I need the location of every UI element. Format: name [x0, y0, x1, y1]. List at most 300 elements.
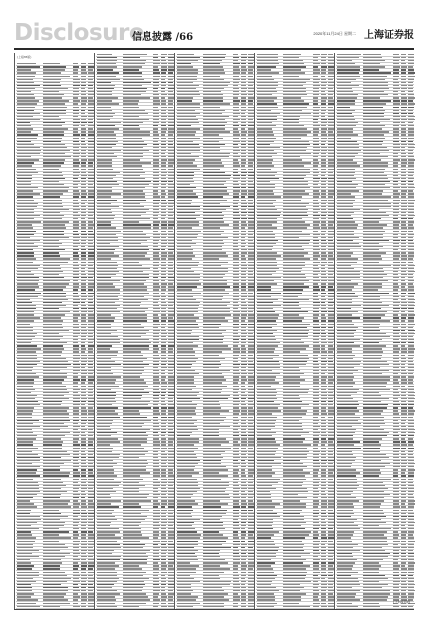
- table-cell: [161, 345, 166, 346]
- table-cell: [393, 361, 399, 362]
- table-cell: [408, 234, 414, 235]
- table-cell: [248, 407, 253, 408]
- table-cell: [283, 302, 299, 303]
- table-cell: [97, 572, 117, 573]
- table-cell: [257, 218, 277, 219]
- table-cell: [257, 417, 277, 418]
- table-cell: [283, 330, 309, 331]
- table-cell: [408, 218, 413, 219]
- table-cell: [17, 138, 37, 139]
- table-cell: [81, 336, 86, 337]
- table-cell: [97, 510, 114, 511]
- table-cell: [153, 193, 158, 194]
- table-cell: [408, 280, 414, 281]
- table-cell: [393, 265, 400, 266]
- table-cell: [177, 355, 195, 356]
- table-cell: [97, 262, 117, 263]
- table-cell: [233, 373, 240, 374]
- table-cell: [123, 336, 141, 337]
- table-cell: [161, 522, 167, 523]
- table-cell: [123, 212, 146, 213]
- table-cell: [203, 581, 231, 582]
- table-cell: [328, 448, 334, 449]
- table-cell: [257, 355, 279, 356]
- table-cell: [97, 345, 112, 346]
- table-cell: [257, 144, 270, 145]
- table-cell: [313, 280, 320, 281]
- table-cell: [401, 271, 406, 272]
- table-cell: [233, 138, 239, 139]
- table-cell: [203, 246, 222, 247]
- table-cell: [233, 252, 239, 253]
- table-cell: [123, 243, 141, 244]
- table-cell: [257, 156, 272, 157]
- table-cell: [248, 165, 253, 166]
- table-cell: [81, 432, 85, 433]
- table-cell: [17, 345, 37, 346]
- table-cell: [283, 296, 298, 297]
- table-cell: [177, 516, 192, 517]
- table-cell: [233, 103, 239, 104]
- table-cell: [161, 379, 165, 380]
- table-cell: [248, 215, 254, 216]
- table-cell: [153, 596, 158, 597]
- table-cell: [17, 572, 39, 573]
- table-cell: [97, 308, 117, 309]
- table-cell: [17, 314, 34, 315]
- table-cell: [73, 76, 78, 77]
- table-cell: [203, 330, 226, 331]
- table-cell: [321, 268, 325, 269]
- table-column: [94, 53, 175, 609]
- table-cell: [241, 274, 246, 275]
- table-cell: [321, 234, 325, 235]
- table-cell: [408, 283, 413, 284]
- table-cell: [328, 398, 333, 399]
- table-cell: [43, 482, 63, 483]
- table-cell: [73, 72, 78, 73]
- table-cell: [177, 60, 198, 61]
- table-cell: [408, 413, 414, 414]
- table-cell: [313, 141, 319, 142]
- table-cell: [321, 237, 326, 238]
- table-cell: [123, 258, 150, 259]
- table-cell: [17, 463, 32, 464]
- table-cell: [363, 317, 381, 318]
- table-cell: [401, 54, 406, 55]
- table-cell: [257, 556, 276, 557]
- table-cell: [17, 131, 31, 132]
- table-cell: [17, 491, 40, 492]
- table-cell: [73, 444, 80, 445]
- table-cell: [73, 271, 79, 272]
- table-cell: [283, 370, 300, 371]
- table-cell: [43, 280, 70, 281]
- table-cell: [81, 240, 86, 241]
- table-cell: [203, 63, 220, 64]
- table-cell: [203, 94, 223, 95]
- table-cell: [283, 606, 310, 607]
- table-cell: [177, 76, 197, 77]
- table-cell: [97, 54, 112, 55]
- table-cell: [161, 85, 166, 86]
- table-cell: [363, 382, 387, 383]
- table-cell: [393, 169, 398, 170]
- table-cell: [88, 311, 93, 312]
- table-cell: [153, 342, 159, 343]
- table-cell: [283, 147, 307, 148]
- table-cell: [313, 218, 319, 219]
- table-cell: [161, 153, 165, 154]
- table-cell: [73, 305, 78, 306]
- table-cell: [233, 441, 238, 442]
- table-cell: [97, 231, 121, 232]
- table-cell: [43, 497, 60, 498]
- table-cell: [257, 265, 277, 266]
- table-cell: [321, 593, 326, 594]
- table-cell: [161, 376, 166, 377]
- table-cell: [177, 320, 196, 321]
- table-cell: [241, 547, 245, 548]
- table-cell: [313, 181, 319, 182]
- table-cell: [161, 525, 166, 526]
- table-cell: [43, 172, 62, 173]
- table-cell: [161, 556, 166, 557]
- table-cell: [248, 153, 254, 154]
- table-cell: [393, 367, 399, 368]
- table-cell: [43, 265, 60, 266]
- table-cell: [313, 76, 318, 77]
- table-cell: [313, 249, 320, 250]
- table-cell: [313, 134, 318, 135]
- table-cell: [88, 590, 93, 591]
- table-cell: [313, 122, 318, 123]
- table-cell: [233, 562, 240, 563]
- table-cell: [321, 63, 326, 64]
- table-cell: [43, 336, 63, 337]
- table-cell: [161, 565, 167, 566]
- table-cell: [241, 497, 246, 498]
- table-cell: [73, 404, 80, 405]
- table-cell: [283, 221, 305, 222]
- table-cell: [321, 345, 325, 346]
- table-cell: [81, 599, 87, 600]
- table-cell: [81, 559, 86, 560]
- table-cell: [97, 531, 120, 532]
- table-cell: [203, 231, 224, 232]
- table-cell: [161, 107, 167, 108]
- table-cell: [17, 395, 37, 396]
- table-cell: [161, 435, 165, 436]
- table-cell: [177, 203, 191, 204]
- table-cell: [203, 370, 230, 371]
- table-cell: [241, 581, 246, 582]
- table-cell: [161, 457, 167, 458]
- table-cell: [161, 283, 167, 284]
- table-cell: [153, 500, 158, 501]
- table-cell: [233, 110, 239, 111]
- table-cell: [337, 237, 359, 238]
- table-cell: [203, 110, 225, 111]
- table-cell: [73, 513, 80, 514]
- table-cell: [123, 144, 147, 145]
- table-cell: [153, 407, 159, 408]
- table-cell: [153, 218, 158, 219]
- table-cell: [153, 57, 158, 58]
- table-cell: [168, 187, 174, 188]
- table-cell: [401, 342, 406, 343]
- table-cell: [161, 534, 166, 535]
- table-cell: [233, 351, 240, 352]
- table-cell: [168, 131, 174, 132]
- table-cell: [313, 336, 319, 337]
- table-cell: [161, 469, 166, 470]
- table-cell: [168, 262, 173, 263]
- table-cell: [313, 547, 319, 548]
- table-cell: [393, 392, 399, 393]
- table-cell: [123, 491, 139, 492]
- table-cell: [17, 283, 38, 284]
- table-cell: [17, 308, 36, 309]
- table-cell: [81, 513, 87, 514]
- table-cell: [321, 413, 327, 414]
- table-cell: [283, 116, 300, 117]
- table-cell: [81, 265, 86, 266]
- table-cell: [203, 479, 221, 480]
- table-cell: [73, 395, 80, 396]
- table-cell: [408, 386, 414, 387]
- table-cell: [43, 119, 61, 120]
- table-cell: [337, 178, 356, 179]
- table-cell: [203, 215, 224, 216]
- table-cell: [393, 227, 399, 228]
- table-cell: [393, 327, 398, 328]
- table-cell: [97, 82, 111, 83]
- table-cell: [168, 227, 173, 228]
- table-cell: [123, 289, 147, 290]
- table-cell: [123, 224, 151, 225]
- table-cell: [283, 466, 307, 467]
- table-cell: [401, 289, 407, 290]
- table-cell: [203, 590, 224, 591]
- table-cell: [363, 305, 389, 306]
- table-cell: [123, 138, 142, 139]
- table-cell: [73, 491, 78, 492]
- table-cell: [97, 66, 117, 67]
- table-cell: [393, 324, 400, 325]
- table-cell: [43, 537, 71, 538]
- table-cell: [321, 475, 326, 476]
- table-cell: [408, 221, 414, 222]
- table-cell: [363, 88, 389, 89]
- table-cell: [328, 429, 334, 430]
- table-cell: [321, 513, 326, 514]
- table-cell: [97, 302, 115, 303]
- table-cell: [408, 63, 414, 64]
- table-cell: [43, 469, 60, 470]
- table-cell: [123, 510, 149, 511]
- table-cell: [43, 69, 65, 70]
- table-cell: [97, 479, 114, 480]
- table-cell: [73, 420, 79, 421]
- table-cell: [321, 327, 326, 328]
- table-cell: [328, 432, 334, 433]
- table-cell: [17, 255, 34, 256]
- table-cell: [363, 413, 381, 414]
- table-cell: [17, 528, 39, 529]
- table-cell: [168, 144, 173, 145]
- table-cell: [43, 150, 70, 151]
- table-cell: [241, 178, 246, 179]
- table-cell: [248, 575, 254, 576]
- table-cell: [321, 94, 326, 95]
- table-cell: [177, 584, 191, 585]
- table-cell: [97, 392, 116, 393]
- table-cell: [321, 178, 327, 179]
- table-cell: [363, 410, 383, 411]
- table-cell: [321, 215, 326, 216]
- table-cell: [168, 398, 173, 399]
- table-cell: [177, 454, 196, 455]
- table-cell: [123, 277, 149, 278]
- table-cell: [363, 110, 385, 111]
- table-cell: [241, 76, 246, 77]
- table-cell: [177, 541, 198, 542]
- table-cell: [233, 305, 239, 306]
- table-cell: [283, 268, 302, 269]
- table-cell: [283, 212, 307, 213]
- table-cell: [81, 389, 86, 390]
- table-cell: [73, 153, 80, 154]
- table-cell: [43, 345, 63, 346]
- table-cell: [233, 516, 239, 517]
- table-cell: [233, 587, 240, 588]
- table-cell: [321, 246, 326, 247]
- table-cell: [257, 358, 273, 359]
- table-cell: [161, 472, 166, 473]
- table-cell: [233, 364, 240, 365]
- table-cell: [81, 63, 86, 64]
- table-cell: [97, 209, 111, 210]
- table-cell: [203, 596, 224, 597]
- table-cell: [177, 420, 197, 421]
- table-cell: [161, 200, 166, 201]
- table-cell: [88, 333, 93, 334]
- table-cell: [17, 234, 34, 235]
- table-cell: [313, 593, 319, 594]
- table-cell: [177, 231, 201, 232]
- table-cell: [321, 169, 326, 170]
- table-cell: [337, 224, 358, 225]
- table-cell: [328, 575, 333, 576]
- table-cell: [363, 314, 385, 315]
- table-cell: [168, 113, 174, 114]
- table-cell: [248, 345, 254, 346]
- table-cell: [73, 373, 78, 374]
- table-cell: [153, 537, 158, 538]
- table-cell: [123, 60, 146, 61]
- table-cell: [97, 103, 119, 104]
- table-cell: [97, 451, 112, 452]
- table-cell: [337, 91, 353, 92]
- table-cell: [123, 72, 142, 73]
- table-cell: [401, 330, 405, 331]
- table-cell: [123, 516, 147, 517]
- table-cell: [88, 584, 93, 585]
- table-cell: [248, 271, 253, 272]
- table-cell: [153, 97, 159, 98]
- table-cell: [321, 311, 327, 312]
- table-cell: [401, 234, 406, 235]
- table-cell: [408, 85, 413, 86]
- table-cell: [17, 593, 34, 594]
- table-cell: [97, 299, 119, 300]
- table-cell: [257, 494, 271, 495]
- table-cell: [241, 376, 246, 377]
- table-cell: [161, 361, 167, 362]
- table-cell: [73, 165, 79, 166]
- table-cell: [257, 451, 276, 452]
- table-cell: [363, 364, 389, 365]
- table-cell: [313, 590, 319, 591]
- table-cell: [321, 398, 327, 399]
- table-cell: [43, 66, 66, 67]
- table-cell: [88, 265, 93, 266]
- table-cell: [73, 134, 80, 135]
- table-cell: [88, 262, 94, 263]
- table-cell: [257, 150, 274, 151]
- table-cell: [328, 280, 334, 281]
- table-cell: [321, 485, 326, 486]
- table-cell: [81, 469, 86, 470]
- table-cell: [123, 333, 146, 334]
- table-cell: [123, 599, 150, 600]
- table-cell: [328, 404, 333, 405]
- table-cell: [393, 333, 399, 334]
- table-cell: [408, 265, 415, 266]
- table-cell: [241, 107, 246, 108]
- table-cell: [97, 206, 119, 207]
- table-cell: [177, 218, 196, 219]
- table-cell: [337, 407, 357, 408]
- table-cell: [233, 221, 239, 222]
- table-cell: [283, 398, 300, 399]
- table-cell: [283, 559, 306, 560]
- table-cell: [97, 150, 121, 151]
- table-cell: [257, 88, 276, 89]
- table-cell: [73, 215, 80, 216]
- table-cell: [168, 147, 174, 148]
- table-cell: [401, 141, 406, 142]
- table-cell: [313, 206, 319, 207]
- table-cell: [81, 531, 87, 532]
- table-cell: [241, 69, 247, 70]
- table-cell: [168, 69, 174, 70]
- table-cell: [313, 246, 319, 247]
- table-cell: [393, 249, 398, 250]
- table-cell: [283, 175, 306, 176]
- table-cell: [257, 231, 273, 232]
- table-cell: [153, 603, 159, 604]
- table-cell: [161, 584, 166, 585]
- table-cell: [168, 441, 173, 442]
- table-cell: [177, 497, 191, 498]
- table-cell: [17, 203, 38, 204]
- table-cell: [161, 79, 165, 80]
- table-cell: [337, 94, 358, 95]
- table-cell: [168, 599, 173, 600]
- table-cell: [401, 404, 407, 405]
